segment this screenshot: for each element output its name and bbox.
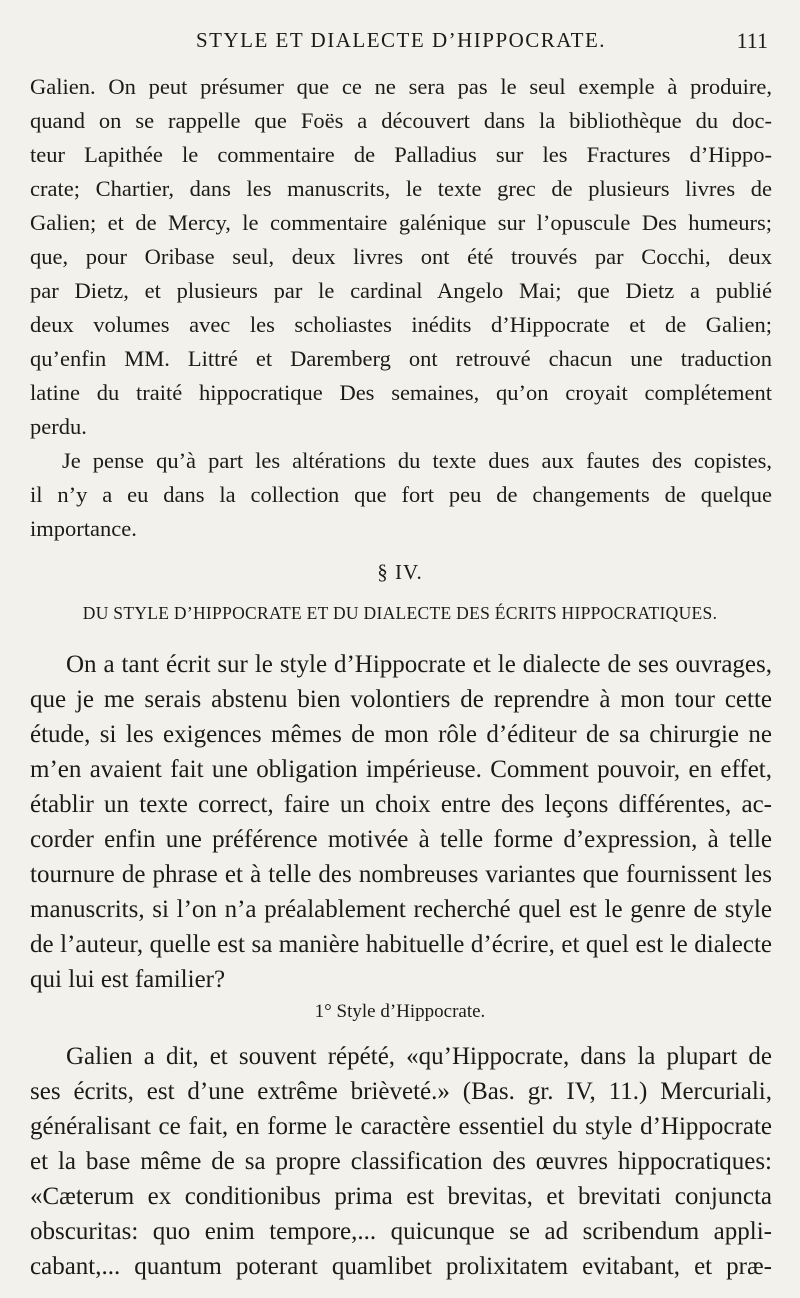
text-line: manuscrits, si l’on n’a préalablement recherché quel est le genre de style (30, 896, 772, 923)
text-line: de l’auteur, quelle est sa manière habituelle d’écrire, et quel est le dialecte (30, 931, 772, 958)
subsection-heading: 1° Style d’Hippocrate. (314, 1001, 486, 1022)
text-line: perdu. (30, 414, 87, 439)
text-line: il n’y a eu dans la collection que fort peu de changements de quelque (30, 482, 772, 507)
section-heading: DU STYLE D’HIPPOCRATE ET DU DIALECTE DES ÉCRITS HIPPOCRATIQUES. (82, 603, 718, 623)
text-line: On a tant écrit sur le style d’Hippocrate et le dialecte de ses ouvrages, (66, 651, 772, 678)
page-header (30, 28, 772, 58)
text-line: qu’enfin MM. Littré et Daremberg ont retrouvé chacun une traduction (30, 346, 772, 371)
text-line: corder enfin une préférence motivée à telle forme d’expression, à telle (30, 826, 772, 853)
text-line: par Dietz, et plusieurs par le cardinal Angelo Mai; que Dietz a publié (30, 278, 772, 303)
text-line: m’en avaient fait une obligation impérieuse. Comment pouvoir, en effet, (30, 756, 772, 783)
text-line: cabant,... quantum poterant quamlibet prolixitatem evitabant, et præ- (30, 1253, 772, 1280)
text-line: étude, si les exigences mêmes de mon rôle d’éditeur de sa chirurgie ne (30, 721, 772, 748)
text-line: Je pense qu’à part les altérations du texte dues aux fautes des copistes, (62, 448, 772, 473)
text-line: Galien a dit, et souvent répété, «qu’Hippocrate, dans la plupart de (66, 1043, 772, 1070)
text-line: que, pour Oribase seul, deux livres ont été trouvés par Cocchi, deux (30, 244, 772, 269)
text-line: qui lui est familier? (30, 966, 226, 993)
text-line: Galien; et de Mercy, le commentaire galénique sur l’opuscule Des humeurs; (30, 210, 772, 235)
running-title: STYLE ET DIALECTE D’HIPPOCRATE. (195, 28, 607, 52)
text-line: importance. (30, 516, 137, 541)
text-line: quand on se rappelle que Foës a découvert dans la bibliothèque du doc- (30, 108, 772, 133)
text-line: que je me serais abstenu bien volontiers de reprendre à mon tour cette (30, 686, 772, 713)
text-line: établir un texte correct, faire un choix entre des leçons différentes, ac- (30, 791, 772, 818)
text-line: et la base même de sa propre classification des œuvres hippocratiques: (30, 1148, 772, 1175)
text-line: crate; Chartier, dans les manuscrits, le texte grec de plusieurs livres de (30, 176, 772, 201)
text-line: Galien. On peut présumer que ce ne sera pas le seul exemple à produire, (30, 74, 772, 99)
text-line: «Cæterum ex conditionibus prima est brevitas, et brevitati conjuncta (30, 1183, 772, 1210)
page-number: 111 (736, 28, 768, 53)
text-line: généralisant ce fait, en forme le caractère essentiel du style d’Hippocrate (30, 1113, 772, 1140)
text-line: tournure de phrase et à telle des nombreuses variantes que fournissent les (30, 861, 772, 888)
text-line: teur Lapithée le commentaire de Palladius sur les Fractures d’Hippo- (30, 142, 772, 167)
section-mark: § IV. (377, 560, 423, 584)
text-line: obscuritas: quo enim tempore,... quicunque se ad scribendum appli- (30, 1218, 772, 1245)
text-line: latine du traité hippocratique Des semaines, qu’on croyait complétement (30, 380, 772, 405)
text-line: ses écrits, est d’une extrême brièveté.» (Bas. gr. IV, 11.) Mercuriali, (30, 1078, 772, 1105)
text-line: deux volumes avec les scholiastes inédits d’Hippocrate et de Galien; (30, 312, 772, 337)
